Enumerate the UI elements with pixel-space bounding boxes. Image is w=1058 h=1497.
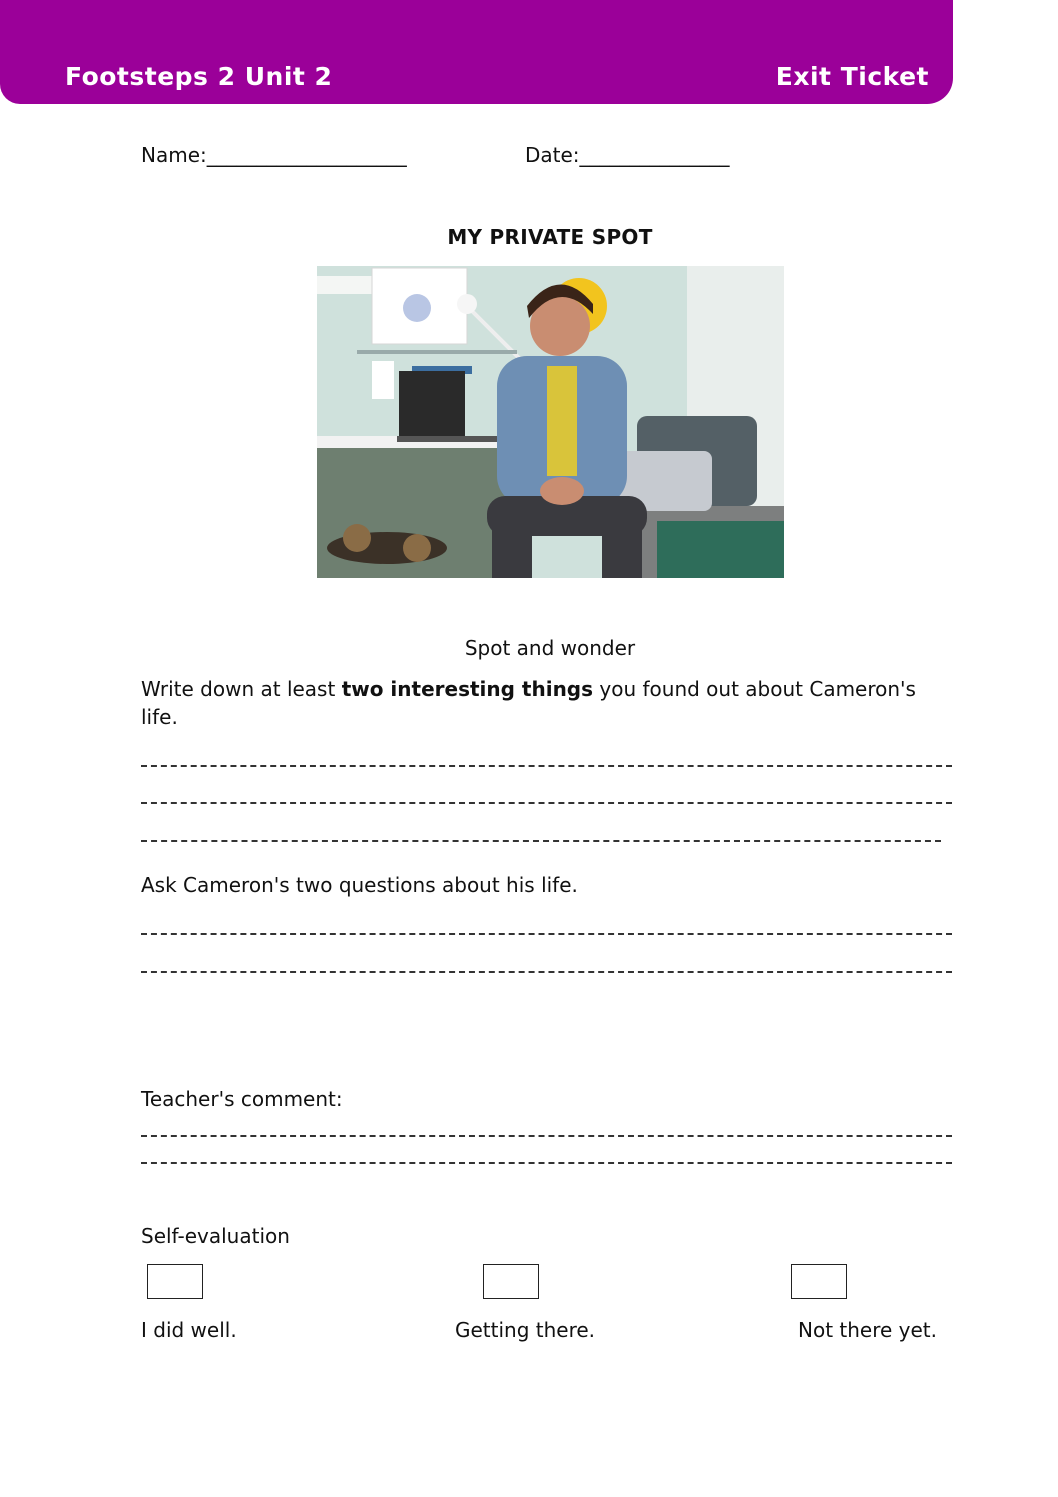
answer-line[interactable]	[141, 765, 952, 767]
teacher-comment-label: Teacher's comment:	[141, 1087, 343, 1111]
teen-in-bedroom-photo	[317, 266, 784, 578]
task-one-suffix: you found out about Cameron's	[593, 677, 916, 701]
answer-line[interactable]	[141, 933, 952, 935]
header-banner	[0, 0, 953, 104]
page-title: MY PRIVATE SPOT	[447, 225, 653, 249]
task-one-instruction	[141, 677, 916, 701]
option-did-well: I did well.	[141, 1318, 237, 1342]
comment-line[interactable]	[141, 1135, 952, 1137]
task-one-instruction-end: life.	[141, 705, 178, 729]
section-subtitle: Spot and wonder	[464, 636, 636, 660]
checkbox-not-there-yet[interactable]	[791, 1264, 847, 1299]
checkbox-did-well[interactable]	[147, 1264, 203, 1299]
self-evaluation-label: Self-evaluation	[141, 1224, 290, 1248]
header-ticket-label: Exit Ticket	[775, 62, 929, 91]
header-title: Footsteps 2 Unit 2	[65, 62, 333, 91]
comment-line[interactable]	[141, 1162, 952, 1164]
answer-line[interactable]	[141, 840, 941, 842]
option-getting-there: Getting there.	[455, 1318, 596, 1342]
answer-line[interactable]	[141, 802, 952, 804]
answer-line[interactable]	[141, 971, 952, 973]
task-one-prefix: Write down at least	[141, 677, 342, 701]
checkbox-getting-there[interactable]	[483, 1264, 539, 1299]
task-two-instruction: Ask Cameron's two questions about his life.	[141, 873, 578, 897]
task-one-emphasis: two interesting things	[341, 677, 594, 701]
option-not-there-yet: Not there yet.	[798, 1318, 938, 1342]
date-field[interactable]: Date:_______________	[525, 143, 730, 167]
name-field[interactable]: Name:____________________	[141, 143, 407, 167]
